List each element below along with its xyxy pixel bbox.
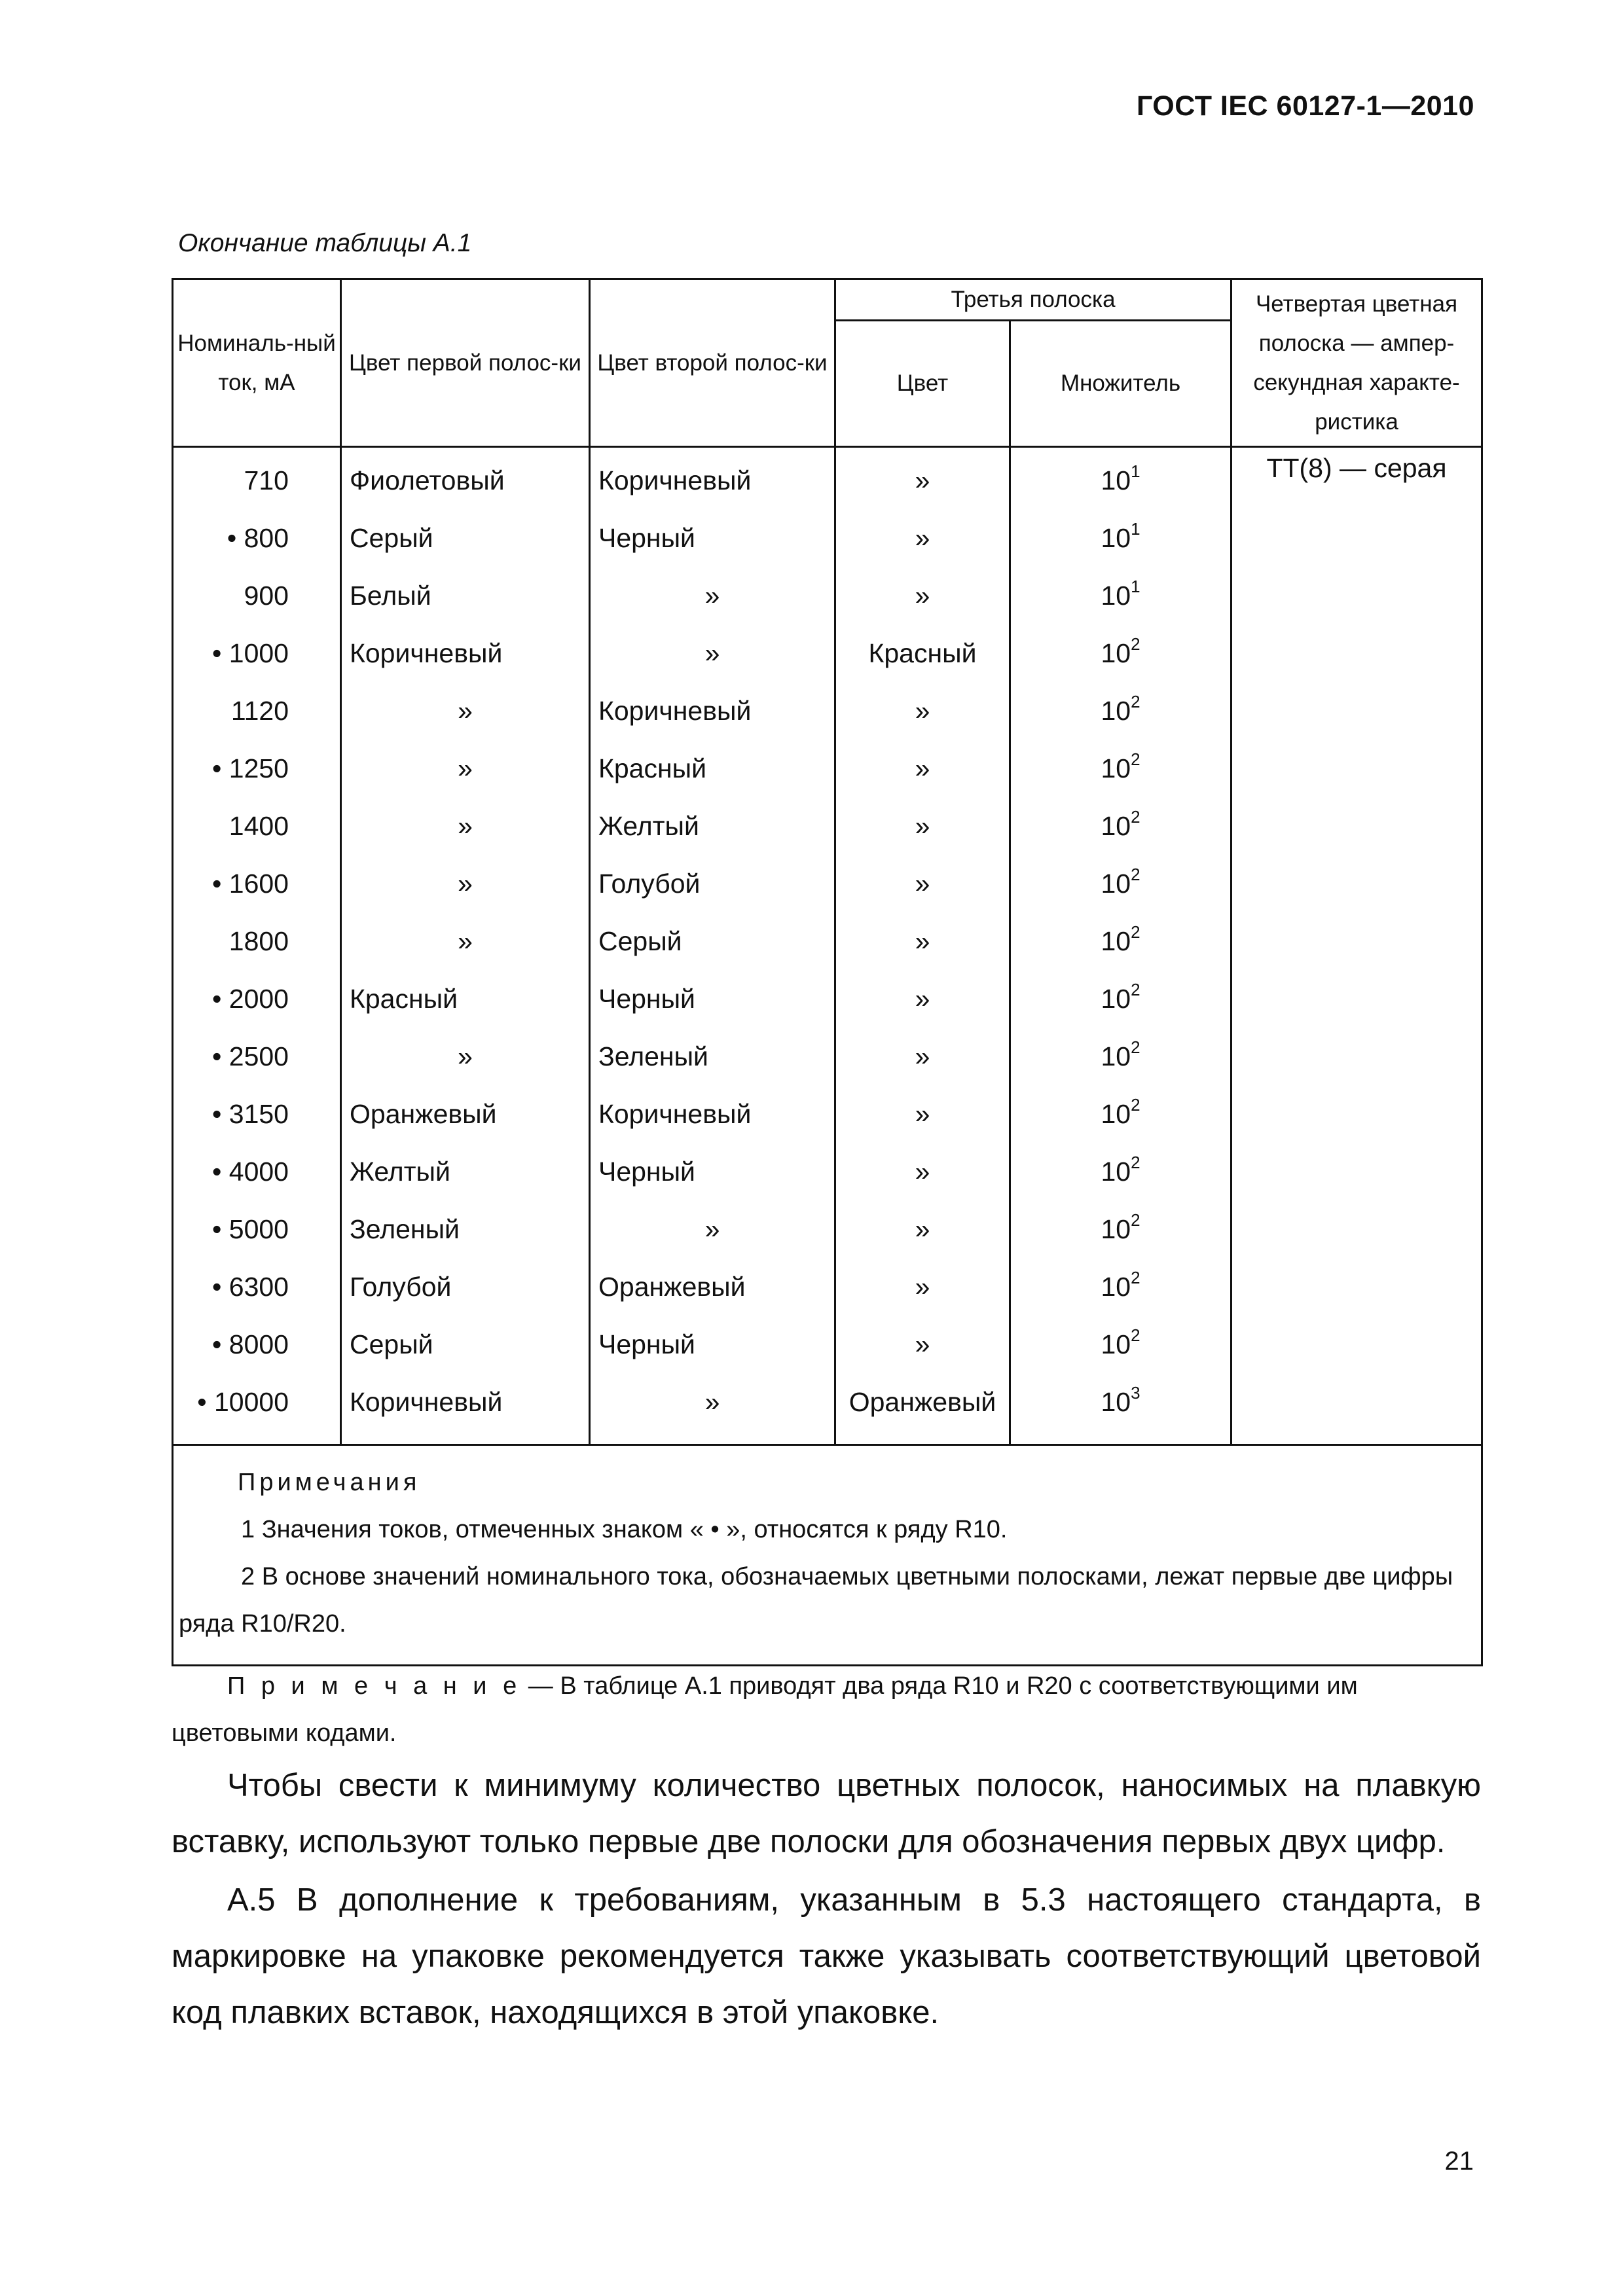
table-footnote [172, 1662, 1481, 1757]
multiplier-exponent: 2 [1131, 922, 1140, 942]
multiplier-base: 10 [1101, 810, 1131, 841]
cell-third-color: » [835, 1316, 1010, 1373]
cell-second-band: » [590, 567, 835, 624]
cell-multiplier [1010, 797, 1231, 855]
table-notes [173, 1445, 1482, 1666]
cell-first-band: Коричневый [341, 624, 590, 682]
table-row [173, 447, 1482, 510]
cell-current: 1120 [173, 682, 341, 740]
multiplier-exponent: 1 [1131, 461, 1140, 481]
multiplier-exponent: 2 [1131, 1325, 1140, 1345]
table-body [173, 447, 1482, 1445]
page-number: 21 [1444, 2147, 1474, 2176]
cell-third-color: » [835, 855, 1010, 912]
multiplier-exponent: 2 [1131, 634, 1140, 654]
cell-second-band: » [590, 624, 835, 682]
cell-multiplier [1010, 1085, 1231, 1143]
cell-multiplier [1010, 1200, 1231, 1258]
document-number: ГОСТ IEC 60127-1—2010 [1136, 90, 1474, 122]
cell-current: • 1250 [173, 740, 341, 797]
cell-current: • 4000 [173, 1143, 341, 1200]
cell-first-band: » [341, 740, 590, 797]
multiplier-base: 10 [1101, 1098, 1131, 1129]
cell-current: • 8000 [173, 1316, 341, 1373]
multiplier-exponent: 2 [1131, 1094, 1140, 1115]
footnote-text: — В таблице А.1 приводят два ряда R10 и R20 с соответствующими им цветовыми кодами. [172, 1672, 1358, 1747]
header-first-band: Цвет первой полос-ки [341, 279, 590, 447]
cell-multiplier [1010, 912, 1231, 970]
header-third-multiplier: Множитель [1010, 321, 1231, 447]
cell-multiplier [1010, 682, 1231, 740]
fuse-color-code-table [172, 278, 1483, 1666]
cell-second-band: Коричневый [590, 447, 835, 510]
cell-first-band: » [341, 855, 590, 912]
cell-first-band: » [341, 682, 590, 740]
multiplier-exponent: 1 [1131, 518, 1140, 539]
cell-third-color: » [835, 1143, 1010, 1200]
cell-second-band: » [590, 1373, 835, 1445]
cell-third-color: » [835, 797, 1010, 855]
table-caption: Окончание таблицы А.1 [178, 229, 472, 257]
cell-first-band: Зеленый [341, 1200, 590, 1258]
cell-current: • 1000 [173, 624, 341, 682]
multiplier-base: 10 [1101, 1271, 1131, 1302]
note-1: 1 Значения токов, отмеченных знаком « • », относятся к ряду R10. [241, 1516, 1008, 1543]
cell-current: 710 [173, 447, 341, 510]
cell-third-color: Оранжевый [835, 1373, 1010, 1445]
cell-second-band: Красный [590, 740, 835, 797]
cell-second-band: Серый [590, 912, 835, 970]
cell-current: • 800 [173, 509, 341, 567]
header-second-band: Цвет второй полос-ки [590, 279, 835, 447]
cell-current: 900 [173, 567, 341, 624]
cell-current: • 6300 [173, 1258, 341, 1316]
multiplier-base: 10 [1101, 1386, 1131, 1417]
cell-third-color: » [835, 740, 1010, 797]
cell-third-color: » [835, 1200, 1010, 1258]
cell-first-band: Коричневый [341, 1373, 590, 1445]
multiplier-base: 10 [1101, 1329, 1131, 1359]
cell-current: • 3150 [173, 1085, 341, 1143]
cell-first-band: » [341, 912, 590, 970]
cell-second-band: Коричневый [590, 1085, 835, 1143]
header-third-band: Третья полоска [835, 279, 1231, 321]
multiplier-exponent: 3 [1131, 1382, 1140, 1403]
cell-third-color: » [835, 447, 1010, 510]
multiplier-exponent: 2 [1131, 864, 1140, 884]
cell-current: • 2000 [173, 970, 341, 1028]
cell-multiplier [1010, 624, 1231, 682]
cell-third-color: » [835, 682, 1010, 740]
multiplier-base: 10 [1101, 925, 1131, 956]
cell-multiplier [1010, 1373, 1231, 1445]
cell-multiplier [1010, 447, 1231, 510]
multiplier-base: 10 [1101, 753, 1131, 783]
multiplier-base: 10 [1101, 1156, 1131, 1187]
cell-first-band: Фиолетовый [341, 447, 590, 510]
cell-second-band: Коричневый [590, 682, 835, 740]
cell-multiplier [1010, 1316, 1231, 1373]
multiplier-base: 10 [1101, 983, 1131, 1014]
note-2: 2 В основе значений номинального тока, обозначаемых цветными полосками, лежат первые две цифры ряда R10/R20. [179, 1563, 1453, 1638]
notes-title: Примечания [238, 1469, 421, 1496]
cell-first-band: » [341, 797, 590, 855]
cell-third-color: » [835, 1258, 1010, 1316]
cell-first-band: Серый [341, 509, 590, 567]
cell-multiplier [1010, 1258, 1231, 1316]
cell-second-band: Черный [590, 970, 835, 1028]
cell-second-band: Желтый [590, 797, 835, 855]
multiplier-exponent: 2 [1131, 806, 1140, 827]
cell-third-color: » [835, 970, 1010, 1028]
body-paragraph: Чтобы свести к минимуму количество цветных полосок, наносимых на плавкую вставку, используют только первые две полоски для обозначения первых двух цифр. [172, 1768, 1481, 1859]
multiplier-base: 10 [1101, 465, 1131, 495]
cell-second-band: Зеленый [590, 1028, 835, 1085]
cell-third-color: » [835, 912, 1010, 970]
multiplier-base: 10 [1101, 868, 1131, 899]
cell-first-band: Оранжевый [341, 1085, 590, 1143]
cell-second-band: Черный [590, 1143, 835, 1200]
multiplier-exponent: 2 [1131, 691, 1140, 711]
multiplier-base: 10 [1101, 637, 1131, 668]
multiplier-base: 10 [1101, 695, 1131, 726]
multiplier-exponent: 2 [1131, 1152, 1140, 1172]
cell-third-color: Красный [835, 624, 1010, 682]
multiplier-exponent: 2 [1131, 1210, 1140, 1230]
cell-multiplier [1010, 1143, 1231, 1200]
multiplier-exponent: 1 [1131, 576, 1140, 596]
cell-multiplier [1010, 1028, 1231, 1085]
cell-multiplier [1010, 740, 1231, 797]
cell-first-band: » [341, 1028, 590, 1085]
cell-third-color: » [835, 567, 1010, 624]
cell-third-color: » [835, 1085, 1010, 1143]
cell-second-band: Черный [590, 1316, 835, 1373]
cell-current: • 10000 [173, 1373, 341, 1445]
multiplier-exponent: 2 [1131, 1267, 1140, 1287]
header-current: Номиналь-ный ток, мА [173, 279, 341, 447]
cell-current: • 1600 [173, 855, 341, 912]
cell-multiplier [1010, 970, 1231, 1028]
cell-multiplier [1010, 567, 1231, 624]
multiplier-base: 10 [1101, 522, 1131, 553]
body-paragraph: А.5 В дополнение к требованиям, указанным в 5.3 настоящего стандарта, в маркировке на упаковке рекомендуется также указывать соответствующий цветовой код плавких вставок, находящихся в этой упаковке. [172, 1882, 1481, 2030]
cell-first-band: Серый [341, 1316, 590, 1373]
multiplier-exponent: 2 [1131, 749, 1140, 769]
cell-third-color: » [835, 509, 1010, 567]
cell-first-band: Красный [341, 970, 590, 1028]
multiplier-exponent: 2 [1131, 979, 1140, 999]
cell-first-band: Белый [341, 567, 590, 624]
header-fourth-band: Четвертая цветная полоска — ампер-секундная характе-ристика [1231, 279, 1482, 447]
cell-first-band: Голубой [341, 1258, 590, 1316]
multiplier-base: 10 [1101, 580, 1131, 611]
cell-multiplier [1010, 855, 1231, 912]
multiplier-exponent: 2 [1131, 1037, 1140, 1057]
header-third-color: Цвет [835, 321, 1010, 447]
cell-second-band: Голубой [590, 855, 835, 912]
cell-current: • 5000 [173, 1200, 341, 1258]
cell-first-band: Желтый [341, 1143, 590, 1200]
cell-third-color: » [835, 1028, 1010, 1085]
cell-current: 1800 [173, 912, 341, 970]
cell-second-band: Черный [590, 509, 835, 567]
cell-multiplier [1010, 509, 1231, 567]
cell-current: • 2500 [173, 1028, 341, 1085]
footnote-label: П р и м е ч а н и е [227, 1672, 522, 1700]
cell-fourth-band: TT(8) — серая [1231, 447, 1482, 1445]
multiplier-base: 10 [1101, 1213, 1131, 1244]
cell-second-band: Оранжевый [590, 1258, 835, 1316]
cell-current: 1400 [173, 797, 341, 855]
cell-second-band: » [590, 1200, 835, 1258]
multiplier-base: 10 [1101, 1041, 1131, 1071]
